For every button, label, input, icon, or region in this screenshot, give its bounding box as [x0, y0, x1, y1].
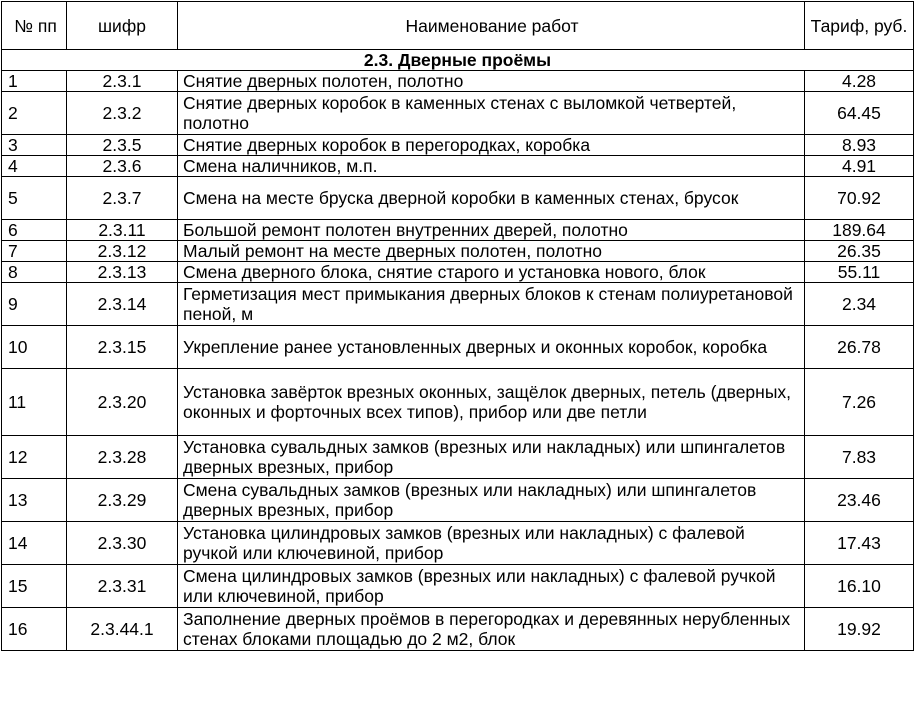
row-name: Установка цилиндровых замков (врезных или накладных) с фалевой ручкой или ключевиной, прибор: [178, 522, 805, 565]
table-row: [2, 479, 914, 522]
row-num: 15: [2, 565, 67, 608]
row-tariff: 189.64: [805, 220, 914, 241]
row-tariff: 4.91: [805, 156, 914, 177]
row-name: Укрепление ранее установленных дверных и оконных коробок, коробка: [178, 326, 805, 369]
row-name: Установка сувальдных замков (врезных или накладных) или шпингалетов дверных врезных, прибор: [178, 436, 805, 479]
row-tariff: 2.34: [805, 283, 914, 326]
row-code: 2.3.7: [67, 177, 178, 220]
table-row: [2, 283, 914, 326]
row-code: 2.3.15: [67, 326, 178, 369]
row-code: 2.3.12: [67, 241, 178, 262]
row-tariff: 7.83: [805, 436, 914, 479]
section-title: 2.3. Дверные проёмы: [2, 50, 914, 71]
row-code: 2.3.28: [67, 436, 178, 479]
row-num: 13: [2, 479, 67, 522]
row-num: 1: [2, 71, 67, 92]
row-tariff: 7.26: [805, 369, 914, 436]
header-code: шифр: [67, 2, 178, 50]
row-tariff: 26.35: [805, 241, 914, 262]
row-tariff: 4.28: [805, 71, 914, 92]
table-row: [2, 177, 914, 220]
row-name: Смена сувальдных замков (врезных или накладных) или шпингалетов дверных врезных, прибор: [178, 479, 805, 522]
section-row: [2, 50, 914, 71]
table-row: [2, 156, 914, 177]
row-tariff: 70.92: [805, 177, 914, 220]
table-row: [2, 565, 914, 608]
row-name: Снятие дверных полотен, полотно: [178, 71, 805, 92]
table-row: [2, 220, 914, 241]
row-name: Смена на месте бруска дверной коробки в каменных стенах, брусок: [178, 177, 805, 220]
row-tariff: 26.78: [805, 326, 914, 369]
table-row: [2, 608, 914, 651]
row-code: 2.3.6: [67, 156, 178, 177]
row-name: Снятие дверных коробок в каменных стенах с выломкой четвертей, полотно: [178, 92, 805, 135]
row-num: 8: [2, 262, 67, 283]
row-code: 2.3.29: [67, 479, 178, 522]
table-row: [2, 326, 914, 369]
table-row: [2, 436, 914, 479]
row-tariff: 8.93: [805, 135, 914, 156]
header-name: Наименование работ: [178, 2, 805, 50]
row-tariff: 16.10: [805, 565, 914, 608]
row-num: 10: [2, 326, 67, 369]
header-tariff: Тариф, руб.: [805, 2, 914, 50]
row-name: Смена цилиндровых замков (врезных или накладных) с фалевой ручкой или ключевиной, прибор: [178, 565, 805, 608]
row-code: 2.3.2: [67, 92, 178, 135]
row-code: 2.3.31: [67, 565, 178, 608]
row-name: Смена дверного блока, снятие старого и установка нового, блок: [178, 262, 805, 283]
row-tariff: 17.43: [805, 522, 914, 565]
row-tariff: 19.92: [805, 608, 914, 651]
row-name: Заполнение дверных проёмов в перегородках и деревянных нерубленных стенах блоками площадью до 2 м2, блок: [178, 608, 805, 651]
row-code: 2.3.5: [67, 135, 178, 156]
row-name: Смена наличников, м.п.: [178, 156, 805, 177]
row-name: Большой ремонт полотен внутренних дверей, полотно: [178, 220, 805, 241]
row-tariff: 55.11: [805, 262, 914, 283]
table-row: [2, 241, 914, 262]
table-row: [2, 135, 914, 156]
row-name: Герметизация мест примыкания дверных блоков к стенам полиуретановой пеной, м: [178, 283, 805, 326]
row-tariff: 23.46: [805, 479, 914, 522]
row-code: 2.3.20: [67, 369, 178, 436]
row-num: 12: [2, 436, 67, 479]
row-num: 16: [2, 608, 67, 651]
table-row: [2, 262, 914, 283]
table-row: [2, 92, 914, 135]
row-num: 5: [2, 177, 67, 220]
row-num: 9: [2, 283, 67, 326]
header-num: № пп: [2, 2, 67, 50]
table-row: [2, 522, 914, 565]
row-name: Малый ремонт на месте дверных полотен, полотно: [178, 241, 805, 262]
row-num: 7: [2, 241, 67, 262]
row-num: 6: [2, 220, 67, 241]
table-row: [2, 71, 914, 92]
row-num: 14: [2, 522, 67, 565]
row-code: 2.3.14: [67, 283, 178, 326]
row-name: Установка завёрток врезных оконных, защёлок дверных, петель (дверных, оконных и форточных всех типов), прибор или две петли: [178, 369, 805, 436]
row-num: 3: [2, 135, 67, 156]
row-code: 2.3.44.1: [67, 608, 178, 651]
header-row: [2, 2, 914, 50]
row-num: 2: [2, 92, 67, 135]
row-code: 2.3.13: [67, 262, 178, 283]
row-num: 4: [2, 156, 67, 177]
table-row: [2, 369, 914, 436]
row-name: Снятие дверных коробок в перегородках, коробка: [178, 135, 805, 156]
row-code: 2.3.30: [67, 522, 178, 565]
row-num: 11: [2, 369, 67, 436]
row-code: 2.3.1: [67, 71, 178, 92]
row-code: 2.3.11: [67, 220, 178, 241]
tariff-table: [1, 1, 914, 651]
row-tariff: 64.45: [805, 92, 914, 135]
